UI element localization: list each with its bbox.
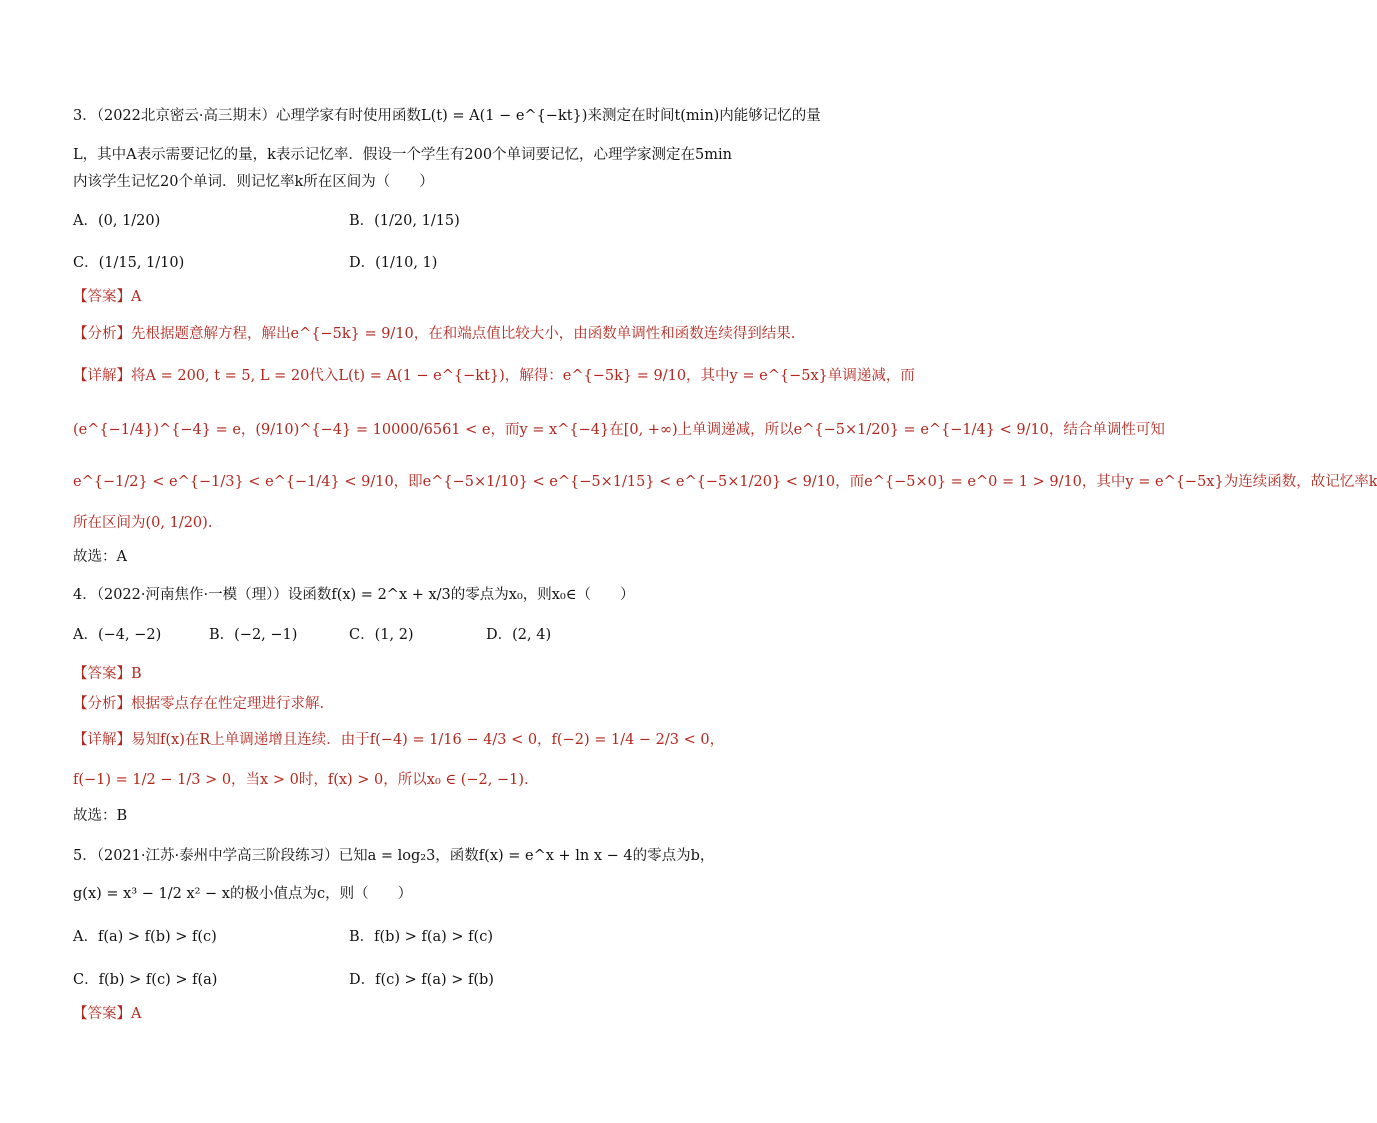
q3-detail-line-3: e^{−1/2} < e^{−1/3} < e^{−1/4} < 9/10，即e^{−5×1/10} < e^{−5×1/15} < e^{−5×1/20} < 9/10，而e^{−5×0} = e^0 = 1 > 9/10，其中y = e^{−5x}为连续函数，故记忆率k [73, 474, 1377, 490]
q4-detail-line-1: 【详解】易知f(x)在R上单调递增且连续．由于f(−4) = 1/16 − 4/3 < 0，f(−2) = 1/4 − 2/3 < 0， [73, 732, 725, 748]
q4-option-d: D．(2, 4) [486, 627, 552, 643]
q4-choice: 故选：B [73, 808, 128, 824]
q5-option-a: A．f(a) > f(b) > f(c) [73, 929, 217, 945]
q3-detail-line-2: (e^{−1/4})^{−4} = e，(9/10)^{−4} = 10000/6561 < e，而y = x^{−4}在[0, +∞)上单调递减，所以e^{−5×1/20} = e^{−1/4} < 9/10，结合单调性可知 [73, 422, 1165, 438]
q3-stem-line-1: 3．（2022北京密云·高三期末）心理学家有时使用函数L(t) = A(1 − e^{−kt})来测定在时间t(min)内能够记忆的量 [73, 108, 821, 124]
q3-analysis: 【分析】先根据题意解方程，解出e^{−5k} = 9/10，在和端点值比较大小，由函数单调性和函数连续得到结果. [73, 326, 796, 342]
q3-choice: 故选：A [73, 549, 127, 565]
q4-option-b: B．(−2, −1) [209, 627, 298, 643]
q5-stem-line-1: 5．（2021·江苏·泰州中学高三阶段练习）已知a = log₂3，函数f(x) = e^x + ln x − 4的零点为b， [73, 848, 715, 864]
q3-stem-line-3: 内该学生记忆20个单词．则记忆率k所在区间为（ ） [73, 174, 434, 190]
q3-detail-line-4: 所在区间为(0, 1/20). [73, 515, 213, 531]
q3-option-b: B．(1/20, 1/15) [349, 213, 460, 229]
q3-detail-line-1: 【详解】将A = 200, t = 5, L = 20代入L(t) = A(1 − e^{−kt})，解得：e^{−5k} = 9/10，其中y = e^{−5x}单调递减，而 [73, 368, 915, 384]
q5-option-b: B．f(b) > f(a) > f(c) [349, 929, 493, 945]
q5-answer: 【答案】A [73, 1006, 142, 1022]
q4-stem-line-1: 4．（2022·河南焦作·一模（理））设函数f(x) = 2^x + x/3的零点为x₀，则x₀∈（ ） [73, 587, 635, 603]
q4-detail-line-2: f(−1) = 1/2 − 1/3 > 0，当x > 0时，f(x) > 0，所以x₀ ∈ (−2, −1). [73, 772, 529, 788]
q5-option-d: D．f(c) > f(a) > f(b) [349, 972, 494, 988]
q4-analysis: 【分析】根据零点存在性定理进行求解. [73, 696, 325, 712]
q3-option-a: A．(0, 1/20) [73, 213, 161, 229]
q5-option-c: C．f(b) > f(c) > f(a) [73, 972, 218, 988]
q3-answer: 【答案】A [73, 289, 142, 305]
q4-answer: 【答案】B [73, 666, 142, 682]
q3-stem-line-2: L，其中A表示需要记忆的量，k表示记忆率．假设一个学生有200个单词要记忆，心理学家测定在5min [73, 147, 733, 163]
q4-option-a: A．(−4, −2) [73, 627, 162, 643]
q3-option-d: D．(1/10, 1) [349, 255, 438, 271]
q5-stem-line-2: g(x) = x³ − 1/2 x² − x的极小值点为c，则（ ） [73, 886, 413, 902]
q4-option-c: C．(1, 2) [349, 627, 414, 643]
q3-option-c: C．(1/15, 1/10) [73, 255, 185, 271]
